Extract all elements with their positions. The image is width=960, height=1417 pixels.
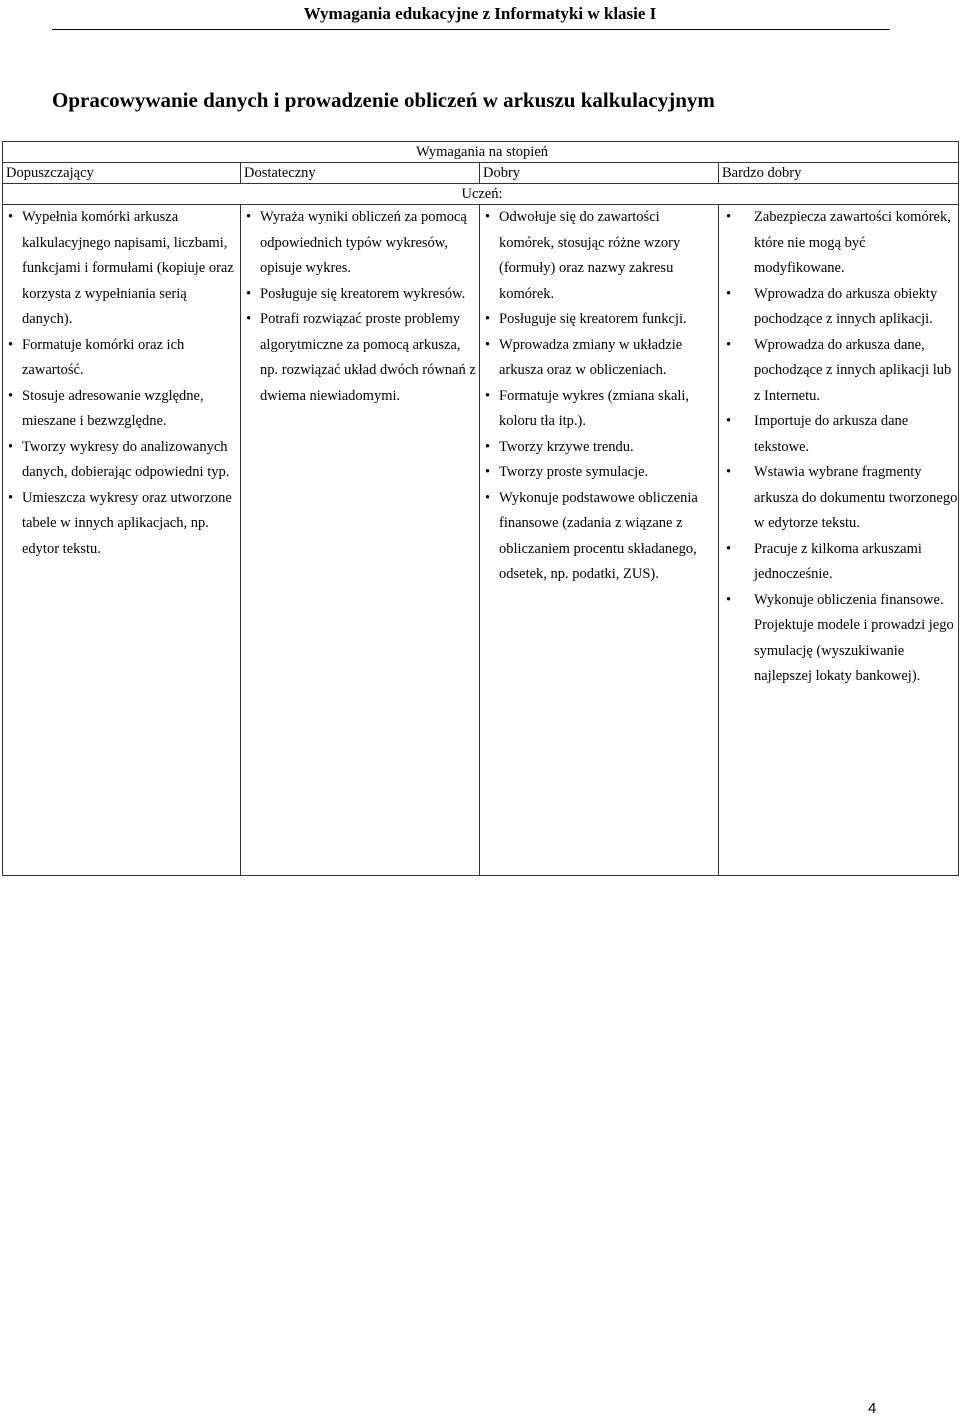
requirements-dopuszczajacy (3, 205, 241, 876)
header-divider (52, 29, 890, 30)
grade-bardzo-dobry: Bardzo dobry (719, 163, 959, 184)
requirement-list (483, 205, 718, 588)
requirement-item: • Wypełnia komórki arkusza kalkulacyjnego napisami, liczbami, funkcjami i formułami (kopiuje oraz korzysta z wypełniania serią danych). (6, 205, 240, 333)
requirement-item: • Formatuje komórki oraz ich zawartość. (6, 333, 240, 384)
requirement-item: • Tworzy proste symulacje. (483, 460, 718, 486)
requirement-item: • Zabezpiecza zawartości komórek, które nie mogą być modyfikowane. (722, 205, 958, 282)
requirement-list (6, 205, 240, 562)
requirement-item: • Wprowadza do arkusza dane, pochodzące z innych aplikacji lub z Internetu. (722, 333, 958, 410)
requirement-item: • Umieszcza wykresy oraz utworzone tabele w innych aplikacjach, np. edytor tekstu. (6, 486, 240, 563)
requirements-dobry (480, 205, 719, 876)
requirements-table (2, 141, 959, 876)
requirement-item: • Tworzy krzywe trendu. (483, 435, 718, 461)
requirement-item: • Wprowadza do arkusza obiekty pochodzące z innych aplikacji. (722, 282, 958, 333)
requirement-item: • Formatuje wykres (zmiana skali, koloru tła itp.). (483, 384, 718, 435)
grade-dobry: Dobry (480, 163, 719, 184)
requirement-item: • Wprowadza zmiany w układzie arkusza oraz w obliczeniach. (483, 333, 718, 384)
requirements-dostateczny (241, 205, 480, 876)
requirement-item: • Stosuje adresowanie względne, mieszane i bezwzględne. (6, 384, 240, 435)
requirement-item: • Wyraża wyniki obliczeń za pomocą odpowiednich typów wykresów, opisuje wykres. (244, 205, 479, 282)
page-number: 4 (868, 1400, 877, 1417)
requirement-list (722, 205, 958, 690)
requirement-item: • Importuje do arkusza dane tekstowe. (722, 409, 958, 460)
requirement-item: • Odwołuje się do zawartości komórek, stosując różne wzory (formuły) oraz nazwy zakresu komórek. (483, 205, 718, 307)
requirement-item: • Posługuje się kreatorem wykresów. (244, 282, 479, 308)
requirement-item: • Wykonuje podstawowe obliczenia finansowe (zadania z wiązane z obliczaniem procentu składanego, odsetek, np. podatki, ZUS). (483, 486, 718, 588)
student-subheader: Uczeń: (3, 184, 959, 205)
grade-dostateczny: Dostateczny (241, 163, 480, 184)
requirement-list (244, 205, 479, 409)
requirement-item: • Pracuje z kilkoma arkuszami jednocześnie. (722, 537, 958, 588)
grade-dopuszczajacy: Dopuszczający (3, 163, 241, 184)
document-header-title: Wymagania edukacyjne z Informatyki w klasie I (303, 4, 657, 23)
requirement-item: • Potrafi rozwiązać proste problemy algorytmiczne za pomocą arkusza, np. rozwiązać układ dwóch równań z dwiema niewiadomymi. (244, 307, 479, 409)
requirement-item: • Posługuje się kreatorem funkcji. (483, 307, 718, 333)
grade-requirements-header: Wymagania na stopień (3, 142, 959, 163)
requirement-item: • Wykonuje obliczenia finansowe. Projektuje modele i prowadzi jego symulację (wyszukiwanie najlepszej lokaty bankowej). (722, 588, 958, 690)
section-title: Opracowywanie danych i prowadzenie obliczeń w arkuszu kalkulacyjnym (52, 88, 715, 112)
requirement-item: • Tworzy wykresy do analizowanych danych, dobierając odpowiedni typ. (6, 435, 240, 486)
requirements-bardzo-dobry (719, 205, 959, 876)
requirement-item: • Wstawia wybrane fragmenty arkusza do dokumentu tworzonego w edytorze tekstu. (722, 460, 958, 537)
